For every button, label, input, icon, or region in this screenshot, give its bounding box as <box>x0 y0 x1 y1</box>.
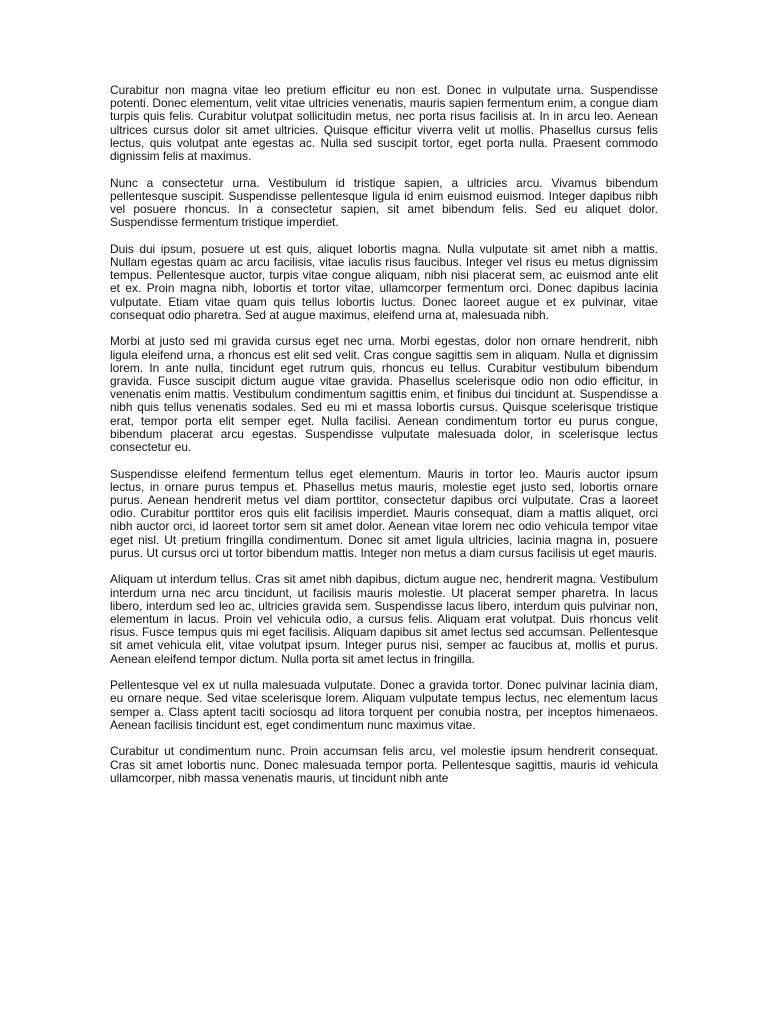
paragraph-5: Suspendisse eleifend fermentum tellus eget elementum. Mauris in tortor leo. Mauris auctor ipsum lectus, in ornare purus tempus et. Phasellus metus mauris, molestie eget justo sed, lobortis ornare purus. Aenean hendrerit metus vel diam porttitor, consectetur dapibus orci vulputate. Cras a laoreet odio. Curabitur porttitor eros quis elit facilisis imperdiet. Mauris consequat, diam a mattis aliquet, orci nibh auctor orci, id laoreet tortor sem sit amet dolor. Aenean vitae lorem nec odio vehicula tempor vitae eget nisl. Ut pretium fringilla condimentum. Donec sit amet ligula ultricies, lacinia magna in, posuere purus. Ut cursus orci ut tortor bibendum mattis. Integer non metus a diam cursus facilisis ut eget mauris. <box>110 466 658 560</box>
paragraph-2: Nunc a consectetur urna. Vestibulum id tristique sapien, a ultricies arcu. Vivamus bibendum pellentesque suscipit. Suspendisse pellentesque ligula id enim euismod euismod. Integer dapibus nibh vel posuere rhoncus. In a consectetur sapien, sit amet bibendum felis. Sed eu aliquet dolor. Suspendisse fermentum tristique imperdiet. <box>110 175 658 230</box>
paragraph-4: Morbi at justo sed mi gravida cursus eget nec urna. Morbi egestas, dolor non ornare hendrerit, nibh ligula eleifend urna, a rhoncus est elit sed velit. Cras congue sagittis sem in aliquam. Nulla et dignissim lorem. In ante nulla, tincidunt eget rutrum quis, rhoncus eu tellus. Curabitur vestibulum bibendum gravida. Fusce suscipit dictum augue vitae gravida. Phasellus scelerisque odio non odio efficitur, in venenatis enim mattis. Vestibulum condimentum sagittis enim, et finibus dui tincidunt at. Suspendisse a nibh quis tellus venenatis sodales. Sed eu mi et massa lobortis cursus. Quisque scelerisque tristique erat, tempor porta elit semper eget. Nulla facilisi. Aenean condimentum tortor eu purus congue, bibendum placerat arcu egestas. Suspendisse vulputate malesuada dolor, in scelerisque lectus consectetur eu. <box>110 334 658 455</box>
paragraph-6: Aliquam ut interdum tellus. Cras sit amet nibh dapibus, dictum augue nec, hendrerit magna. Vestibulum interdum urna nec arcu tincidunt, ut facilisis mauris molestie. Ut placerat semper pharetra. In lacus libero, interdum sed leo ac, ultricies gravida sem. Suspendisse lacus libero, interdum quis pulvinar non, elementum in lacus. Proin vel vehicula odio, a cursus felis. Aliquam erat volutpat. Duis rhoncus velit risus. Fusce tempus quis mi eget facilisis. Aliquam dapibus sit amet lectus sed accumsan. Pellentesque sit amet vehicula elit, vitae volutpat ipsum. Integer purus nisi, semper ac faucibus at, mollis et purus. Aenean eleifend tempor dictum. Nulla porta sit amet lectus in fringilla. <box>110 572 658 666</box>
text-column <box>110 84 658 798</box>
paragraph-7: Pellentesque vel ex ut nulla malesuada vulputate. Donec a gravida tortor. Donec pulvinar lacinia diam, eu ornare neque. Sed vitae scelerisque lorem. Aliquam vulputate tempus lectus, nec elementum lacus semper a. Class aptent taciti sociosqu ad litora torquent per conubia nostra, per inceptos himenaeos. Aenean facilisis tincidunt est, eget condimentum nunc maximus vitae. <box>110 678 658 732</box>
paragraph-3: Duis dui ipsum, posuere ut est quis, aliquet lobortis magna. Nulla vulputate sit amet nibh a mattis. Nullam egestas quam ac arcu facilisis, vitae iaculis risus faucibus. Integer vel risus eu metus dignissim tempus. Pellentesque auctor, turpis vitae congue aliquam, nibh nisi placerat sem, ac euismod ante elit et ex. Proin magna nibh, lobortis et tortor vitae, ullamcorper fermentum orci. Donec dapibus lacinia vulputate. Etiam vitae quam quis tellus lobortis luctus. Donec laoreet augue et ex pulvinar, vitae consequat odio pharetra. Sed at augue maximus, eleifend urna at, malesuada nibh. <box>110 241 658 322</box>
paragraph-8: Curabitur ut condimentum nunc. Proin accumsan felis arcu, vel molestie ipsum hendrerit consequat. Cras sit amet lobortis nunc. Donec malesuada tempor porta. Pellentesque sagittis, mauris id vehicula ullamcorper, nibh massa venenatis mauris, ut tincidunt nibh ante <box>110 744 658 785</box>
paragraph-1: Curabitur non magna vitae leo pretium efficitur eu non est. Donec in vulputate urna. Suspendisse potenti. Donec elementum, velit vitae ultricies venenatis, mauris sapien fermentum enim, a congue diam turpis quis felis. Curabitur volutpat sollicitudin metus, nec porta risus facilisis at. In in arcu leo. Aenean ultrices cursus dolor sit amet ultricies. Quisque efficitur viverra velit ut mollis. Phasellus cursus felis lectus, quis volutpat ante egestas ac. Nulla sed suscipit tortor, eget porta nulla. Praesent commodo dignissim felis at maximus. <box>110 83 658 164</box>
